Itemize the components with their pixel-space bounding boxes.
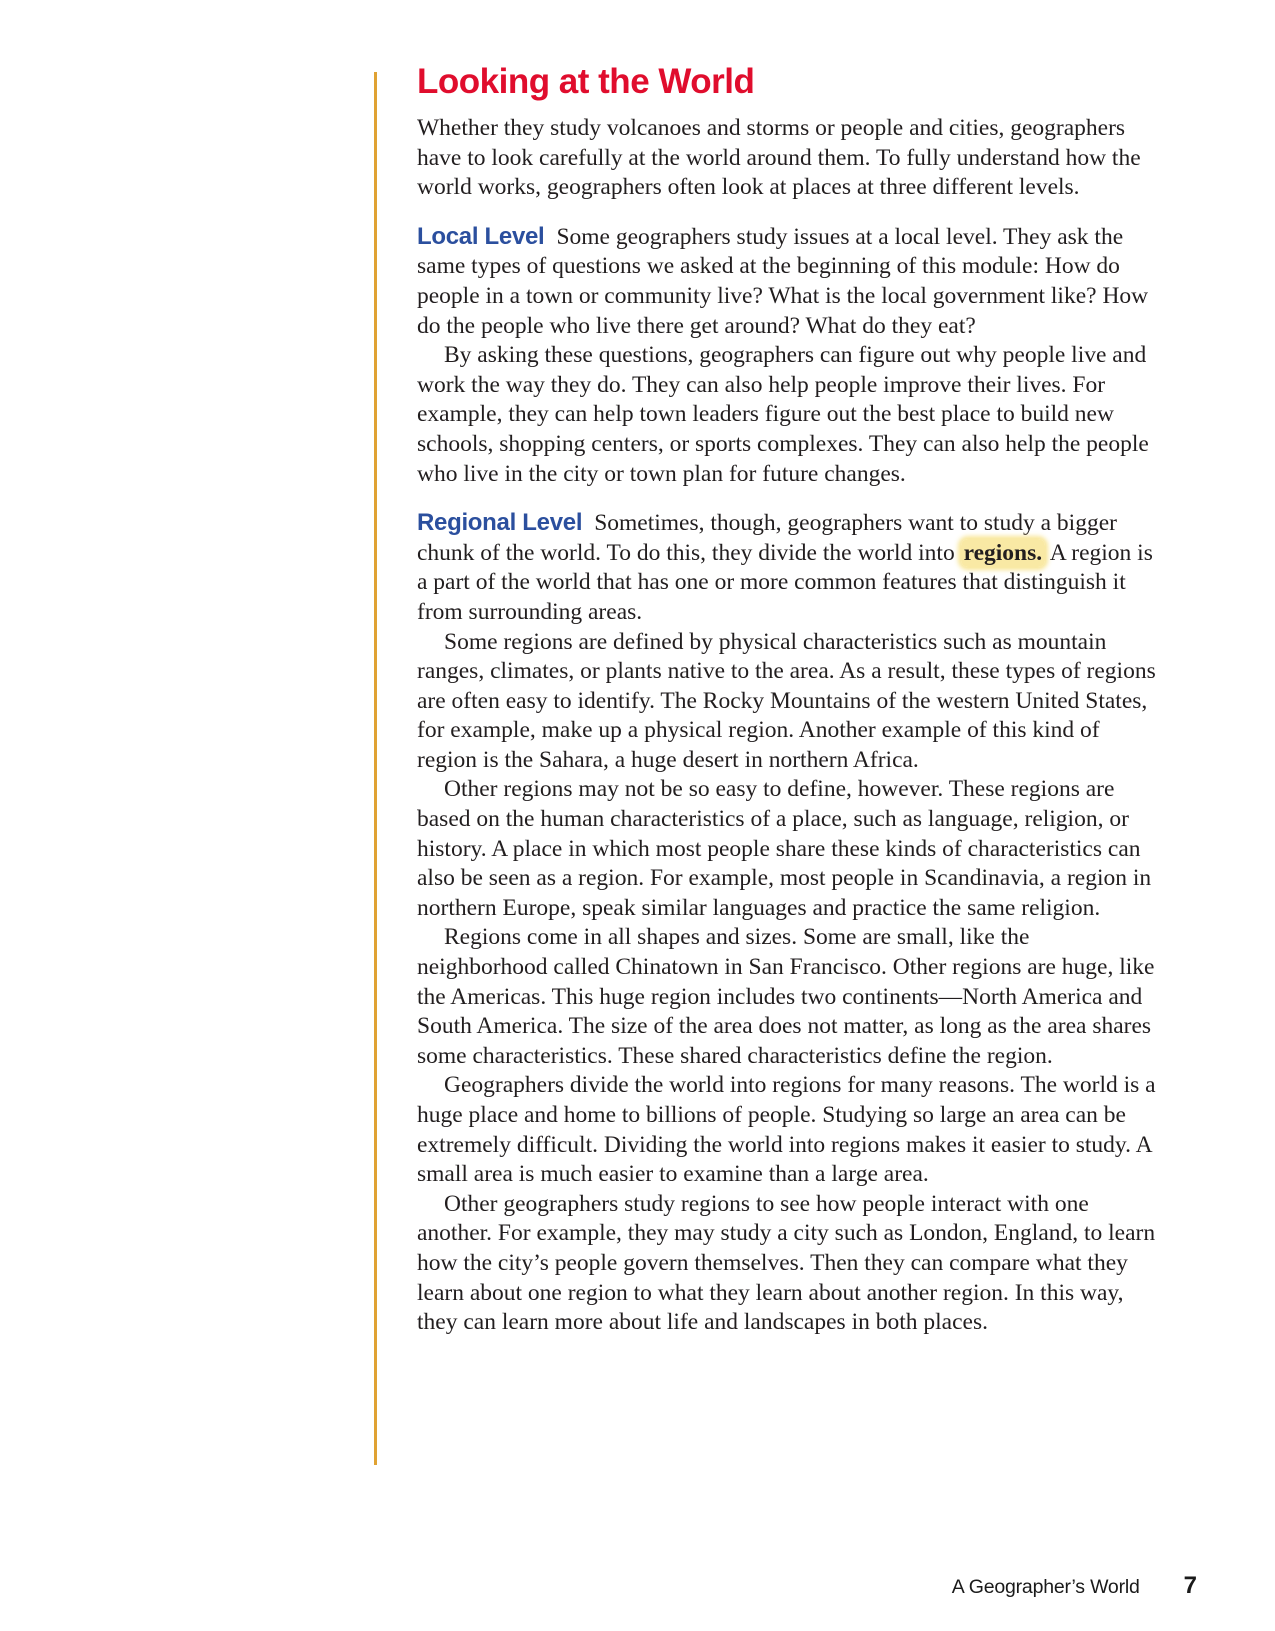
paragraph: Regions come in all shapes and sizes. Some are small, like the neighborhood called Chinatown in San Francisco. Other regions are huge, like the Americas. This huge region includes two continents—North America and South America. The size of the area does not matter, as long as the area shares some characteristics. These shared characteristics define the region. (417, 924, 1155, 1069)
main-text-column (417, 62, 1159, 1338)
paragraph: By asking these questions, geographers can figure out why people live and work the way they do. They can also help people improve their lives. For example, they can help town leaders figure out the best place to build new schools, shopping centers, or sports complexes. They can also help the people who live in the city or town plan for future changes. (417, 342, 1149, 487)
section-local-level (417, 222, 1159, 489)
regional-level-label: Regional Level (417, 509, 583, 537)
paragraph-text: Some geographers study issues at a local level. They ask the same types of questions we asked at the beginning of this module: How do people in a town or community live? What is the local government like? How do the people who live there get around? What do they eat? (417, 223, 1149, 339)
footer-chapter-title: A Geographer’s World (951, 1576, 1140, 1598)
section-regional-level (417, 508, 1159, 1338)
intro-paragraph: Whether they study volcanoes and storms or people and cities, geographers have to look carefully at the world around them. To fully understand how the world works, geographers often look at places at three different levels. (417, 115, 1141, 201)
paragraph: Geographers divide the world into regions for many reasons. The world is a huge place and home to billions of people. Studying so large an area can be extremely difficult. Dividing the world into regions makes it easier to study. A small area is much easier to examine than a large area. (417, 1072, 1156, 1188)
footer-page-number: 7 (1183, 1572, 1197, 1599)
page-footer (952, 1572, 1197, 1600)
key-term-regions: regions. (961, 539, 1046, 567)
paragraph-text: Sometimes, though, geographers want to study a bigger chunk of the world. To do this, they divide the world into (417, 510, 1117, 566)
paragraph: Other regions may not be so easy to define, however. These regions are based on the human characteristics of a place, such as language, religion, or history. A place in which most people share these kinds of characteristics can also be seen as a region. For example, most people in Scandinavia, a region in northern Europe, speak similar languages and practice the same religion. (417, 776, 1152, 921)
paragraph: Other geographers study regions to see how people interact with one another. For example, they may study a city such as London, England, to learn how the city’s people govern themselves. Then they can compare what they learn about one region to what they learn about another region. In this way, they can learn more about life and landscapes in both places. (417, 1190, 1156, 1336)
paragraph (417, 508, 1159, 627)
paragraph (417, 222, 1159, 341)
paragraph-text: A region is a part of the world that has one or more common features that distinguish it from surrounding areas. (417, 539, 1153, 625)
page-title: Looking at the World (417, 62, 755, 101)
paragraph: Some regions are defined by physical characteristics such as mountain ranges, climates, or plants native to the area. As a result, these types of regions are often easy to identify. The Rocky Mountains of the western United States, for example, make up a physical region. Another example of this kind of region is the Sahara, a huge desert in northern Africa. (417, 628, 1156, 773)
accent-rule (374, 72, 377, 1465)
local-level-label: Local Level (417, 222, 545, 250)
